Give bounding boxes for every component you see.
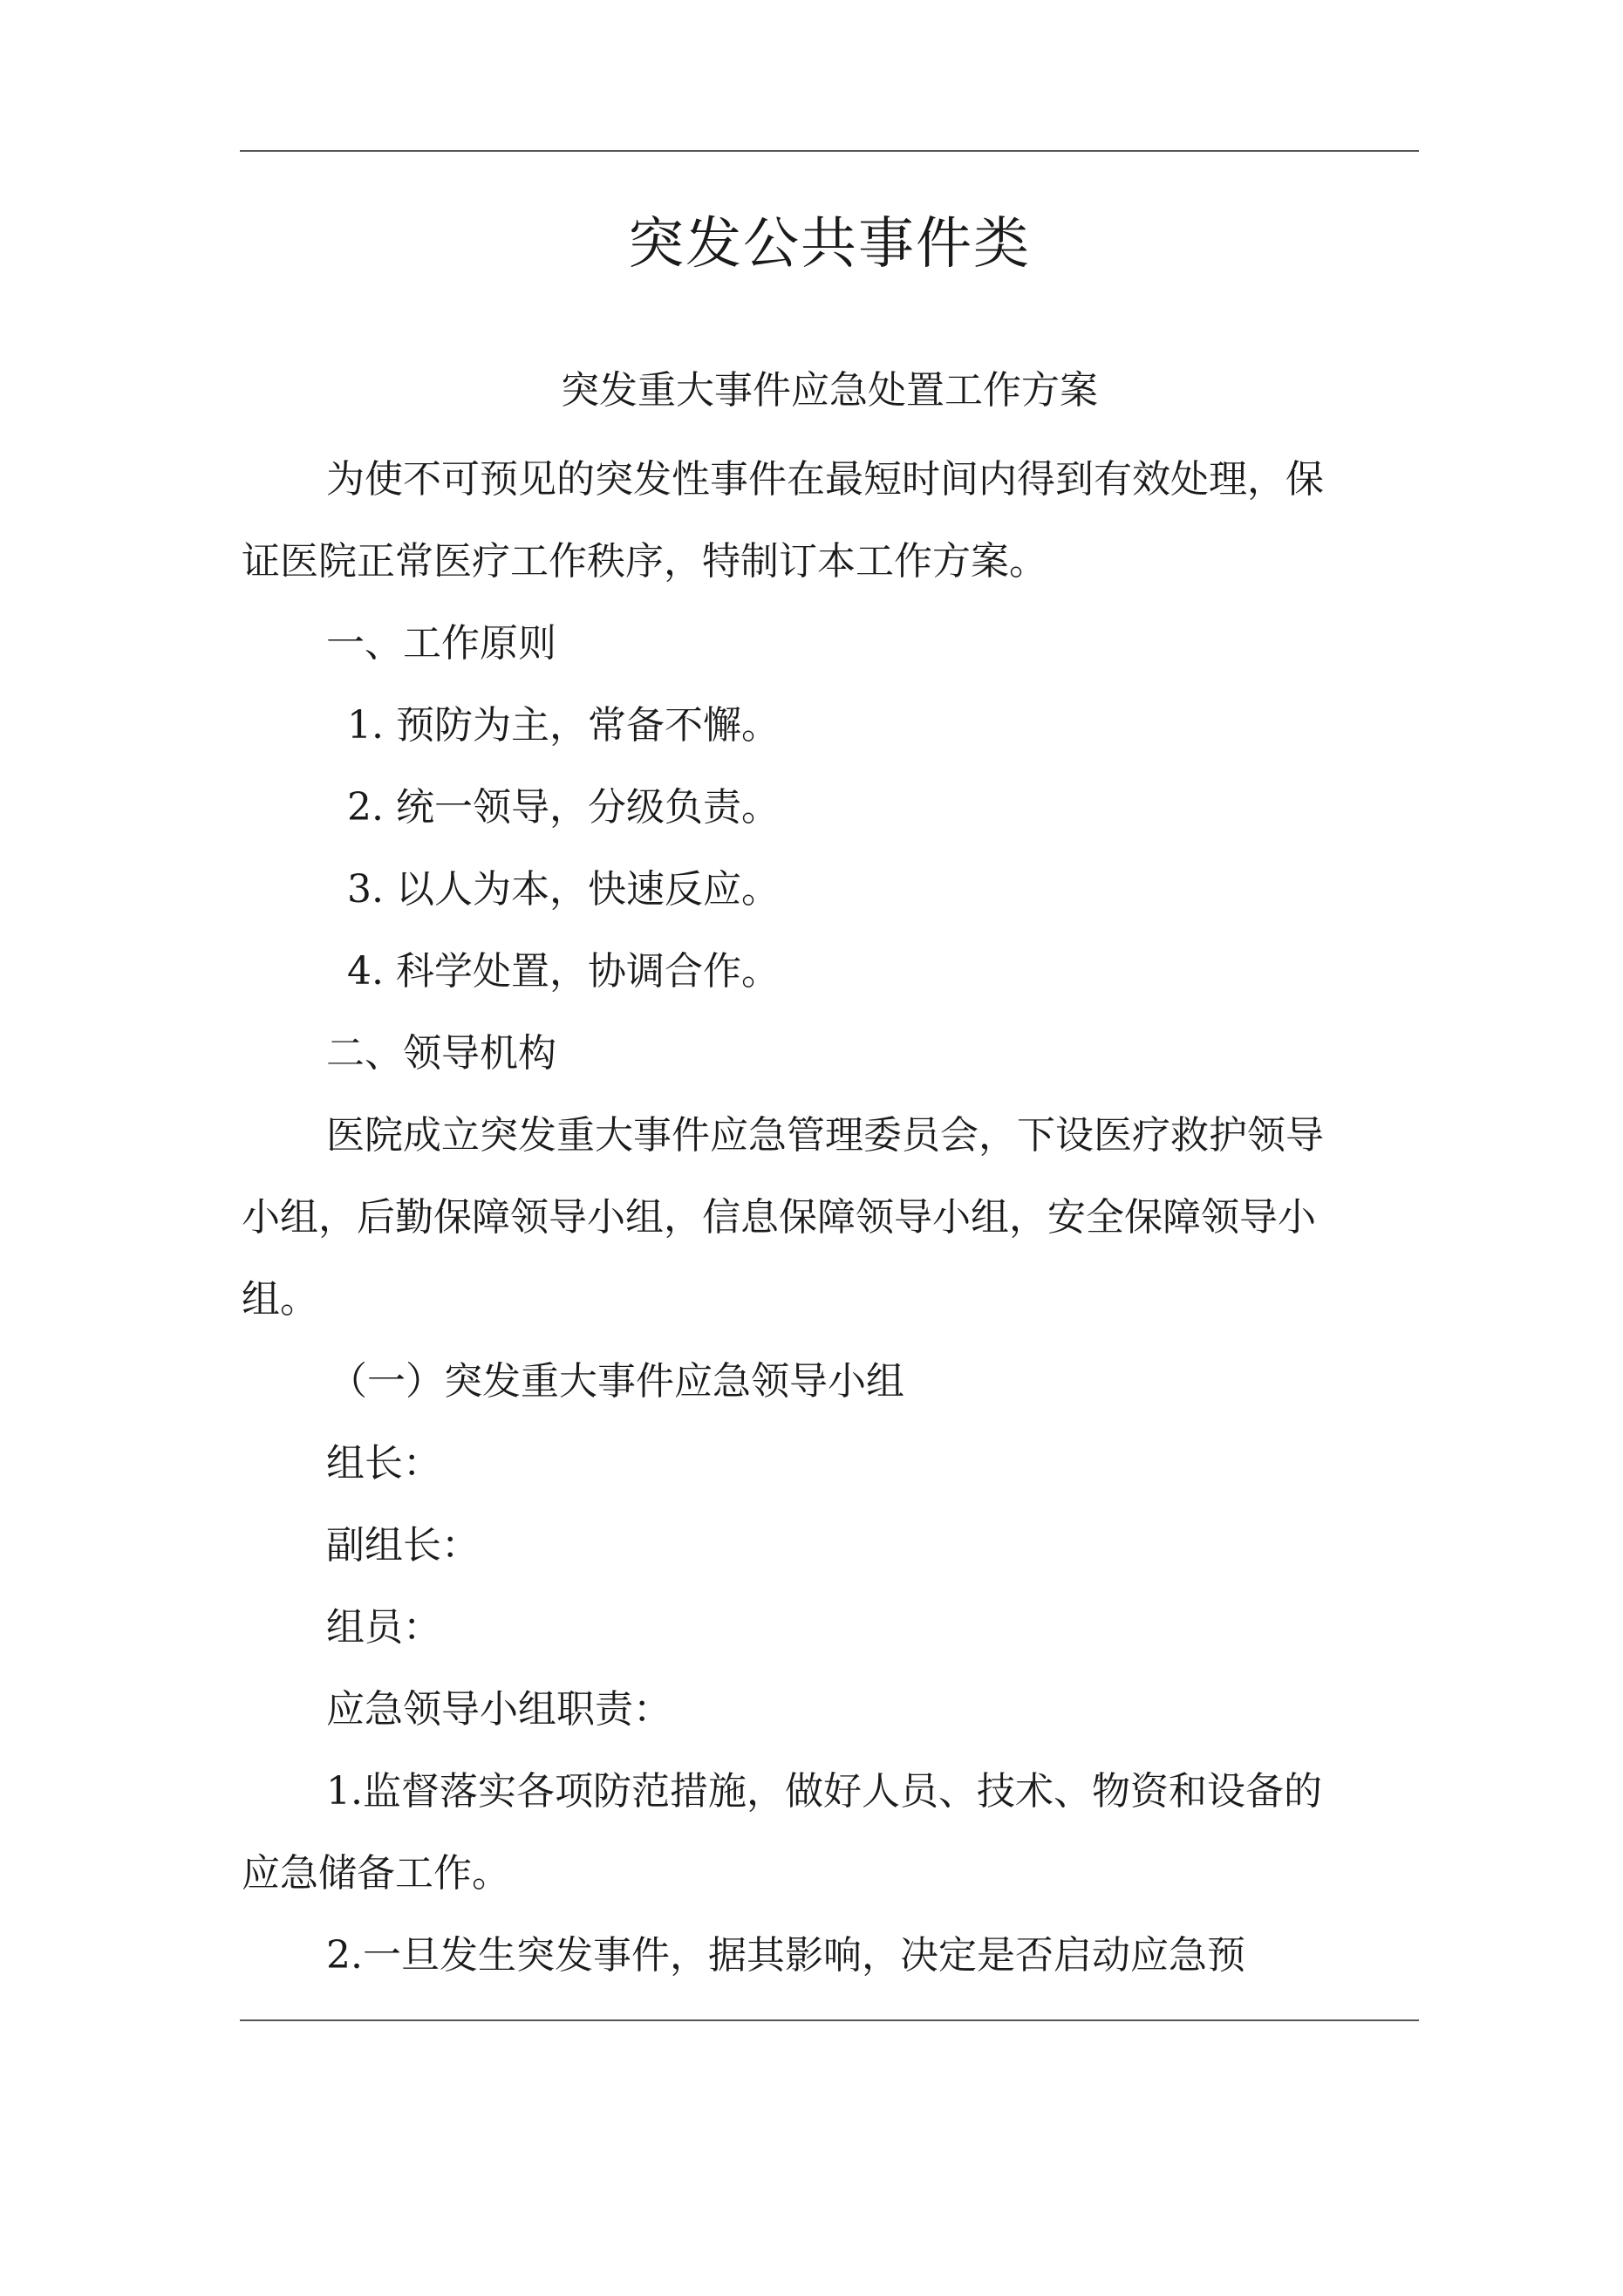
paragraph-line: 组长： <box>326 1441 441 1486</box>
paragraph-line: 组。 <box>242 1277 318 1322</box>
paragraph-line: 组员： <box>326 1605 441 1650</box>
paragraph-line: 为使不可预见的突发性事件在最短时间内得到有效处理，保 <box>326 457 1324 502</box>
footer-rule <box>240 2019 1419 2021</box>
paragraph-line: 证医院正常医疗工作秩序，特制订本工作方案。 <box>242 539 1047 584</box>
paragraph-line: 1.监督落实各项防范措施，做好人员、技术、物资和设备的 <box>326 1769 1322 1814</box>
list-item: 3. 以人为本，快速反应。 <box>347 867 780 912</box>
paragraph-line: 小组，后勤保障领导小组，信息保障领导小组，安全保障领导小 <box>242 1195 1316 1240</box>
section-heading: 二、领导机构 <box>326 1031 556 1076</box>
paragraph-line: 副组长： <box>326 1523 480 1568</box>
list-item: 1. 预防为主，常备不懈。 <box>347 703 780 748</box>
paragraph-line: 2.一旦发生突发事件，据其影响，决定是否启动应急预 <box>326 1933 1245 1978</box>
paragraph-line: 医院成立突发重大事件应急管理委员会，下设医疗救护领导 <box>326 1113 1324 1158</box>
paragraph-line: 应急领导小组职责： <box>326 1687 672 1732</box>
list-item: 2. 统一领导，分级负责。 <box>347 785 780 830</box>
header-rule <box>240 150 1419 152</box>
document-subtitle: 突发重大事件应急处置工作方案 <box>561 368 1098 413</box>
page-title: 突发公共事件类 <box>628 212 1031 277</box>
subsection-heading: （一）突发重大事件应急领导小组 <box>329 1359 904 1404</box>
paragraph-line: 应急储备工作。 <box>242 1851 510 1896</box>
list-item: 4. 科学处置，协调合作。 <box>347 949 780 994</box>
section-heading: 一、工作原则 <box>326 621 556 666</box>
